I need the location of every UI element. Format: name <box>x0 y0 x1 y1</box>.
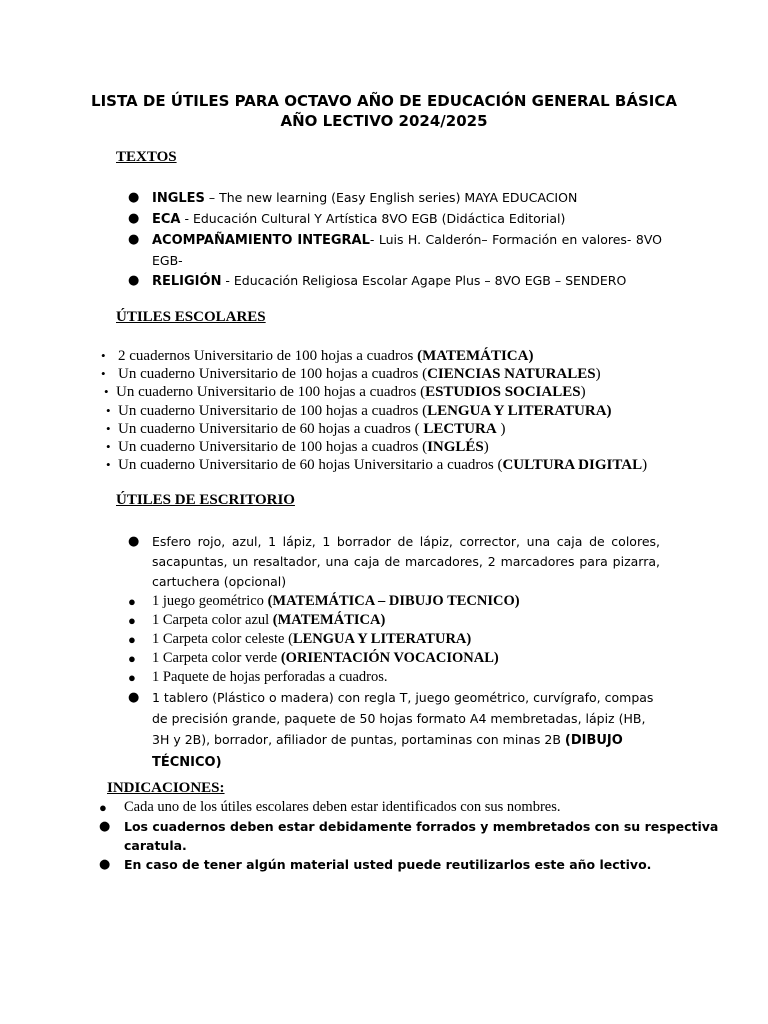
list-item: • 2 cuadernos Universitario de 100 hojas a cuadros (MATEMÁTICA) <box>101 348 534 364</box>
bullet-icon: ● <box>128 632 136 647</box>
title-line-1: LISTA DE ÚTILES PARA OCTAVO AÑO DE EDUCACIÓN GENERAL BÁSICA <box>91 92 677 110</box>
bullet-icon: ● <box>128 690 140 705</box>
bullet-icon: ● <box>128 651 136 666</box>
section-heading-textos: TEXTOS <box>116 149 177 165</box>
list-item: ● 1 Carpeta color verde (ORIENTACIÓN VOCACIONAL) <box>128 650 499 666</box>
bullet-icon: • <box>106 457 111 473</box>
list-item: ● 1 Paquete de hojas perforadas a cuadros. <box>128 669 388 685</box>
bullet-icon: ● <box>128 534 140 549</box>
bullet-icon: ● <box>128 613 136 628</box>
list-item: ● INGLES – The new learning (Easy English series) MAYA EDUCACION <box>128 190 578 206</box>
list-item: ● ACOMPAÑAMIENTO INTEGRAL- Luis H. Calderón– Formación en valores- 8VO EGB- <box>128 232 662 268</box>
bullet-icon: ● <box>99 857 111 872</box>
indicaciones-list <box>99 798 744 874</box>
bullet-icon: ● <box>128 670 136 685</box>
list-item: ● 1 juego geométrico (MATEMÁTICA – DIBUJO TECNICO) <box>128 593 520 609</box>
bullet-icon: ● <box>128 232 140 247</box>
list-item: • Un cuaderno Universitario de 100 hojas a cuadros (INGLÉS) <box>106 439 489 456</box>
list-item: ● En caso de tener algún material usted puede reutilizarlos este año lectivo. <box>99 857 652 872</box>
utiles-list <box>101 347 718 474</box>
bullet-icon: • <box>106 439 111 455</box>
bullet-icon: ● <box>99 800 107 815</box>
list-item: ● Cada uno de los útiles escolares deben estar identificados con sus nombres. <box>99 799 561 815</box>
bullet-icon: ● <box>128 273 140 288</box>
section-heading-indicaciones: INDICACIONES: <box>107 780 225 796</box>
list-item: • Un cuaderno Universitario de 60 hojas a cuadros ( LECTURA ) <box>106 420 506 437</box>
bullet-icon: • <box>106 402 111 418</box>
bullet-icon: ● <box>128 594 136 609</box>
list-item: ● 1 Carpeta color azul (MATEMÁTICA) <box>128 612 386 628</box>
bullet-icon: ● <box>99 819 111 834</box>
section-heading-utiles-escolares: ÚTILES ESCOLARES <box>116 309 266 325</box>
bullet-icon: ● <box>128 190 140 205</box>
list-item: • Un cuaderno Universitario de 100 hojas a cuadros (CIENCIAS NATURALES) <box>101 366 601 383</box>
title-line-2: AÑO LECTIVO 2024/2025 <box>280 112 488 130</box>
list-item: ● Esfero rojo, azul, 1 lápiz, 1 borrador de lápiz, corrector, una caja de colores, sacapuntas, un resaltador, una caja de marcadores, 2 marcadores para pizarra, cartuchera (opcional) <box>128 534 660 589</box>
bullet-icon: • <box>101 348 106 363</box>
bullet-icon: • <box>104 384 109 400</box>
list-item: • Un cuaderno Universitario de 100 hojas a cuadros (ESTUDIOS SOCIALES) <box>104 384 586 401</box>
bullet-icon: • <box>101 366 106 382</box>
list-item: ● 1 tablero (Plástico o madera) con regla T, juego geométrico, curvígrafo, compas de precisión grande, paquete de 50 hojas formato A4 membretadas, lápiz (HB, 3H y 2B), borrador, afiliador de puntas, portaminas con minas 2B (DIBUJO TÉCNICO) <box>152 687 660 773</box>
list-item: • Un cuaderno Universitario de 100 hojas a cuadros (LENGUA Y LITERATURA) <box>106 402 612 419</box>
escritorio-list <box>128 532 660 773</box>
section-heading-utiles-escritorio: ÚTILES DE ESCRITORIO <box>116 492 295 508</box>
textos-list <box>128 188 662 292</box>
bullet-icon: ● <box>128 211 140 226</box>
list-item: ● 1 Carpeta color celeste (LENGUA Y LITERATURA) <box>128 631 472 647</box>
list-item: ● RELIGIÓN - Educación Religiosa Escolar Agape Plus – 8VO EGB – SENDERO <box>128 273 627 289</box>
list-item: ● Los cuadernos deben estar debidamente forrados y membretados con su respectiva caratula. <box>99 819 719 853</box>
list-item: • Un cuaderno Universitario de 60 hojas Universitario a cuadros (CULTURA DIGITAL) <box>106 457 648 474</box>
bullet-icon: • <box>106 420 111 436</box>
list-item: ● ECA - Educación Cultural Y Artística 8VO EGB (Didáctica Editorial) <box>128 211 566 227</box>
